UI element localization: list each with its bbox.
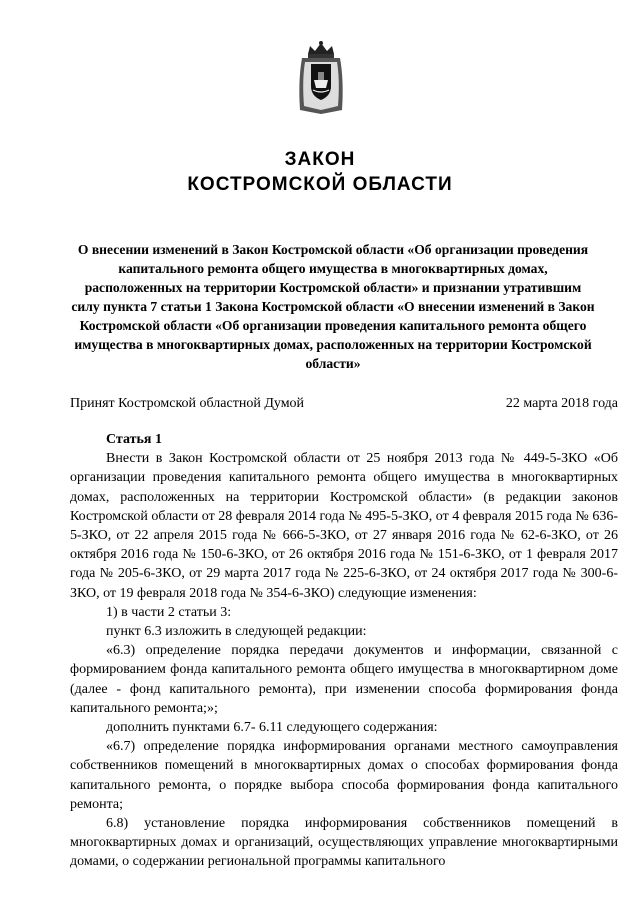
law-type-title: ЗАКОН [284,149,356,170]
adopted-date: 22 марта 2018 года [505,396,618,411]
paragraph: дополнить пунктами 6.7- 6.11 следующего содержания: [106,720,438,736]
region-title: КОСТРОМСКОЙ ОБЛАСТИ [187,174,453,195]
law-body [70,430,618,872]
paragraph: 6.8) установление порядка информирования собственников помещений в многоквартирных домах и организаций, осуществляющих управление многоквартирными домами, о содержании региональной программы капитального [70,816,618,870]
kostroma-coat-of-arms-icon [296,40,346,116]
law-subject-heading: О внесении изменений в Закон Костромской области «Об организации проведения капитального ремонта общего имущества в многоквартирных домах, расположенных на территории Костромской области» и признании утратившим силу пункта 7 статьи 1 Закона Костромской области «О внесении изменений в Закон Костромской области «Об организации проведения капитального ремонта общего имущества в многоквартирных домах, расположенных на территории Костромской области» [71,242,595,371]
paragraph: Внести в Закон Костромской области от 25 ноября 2013 года № 449-5-ЗКО «Об организации проведения капитального ремонта общего имущества в многоквартирных домах, расположенных на территории Костромской области» (в редакции законов Костромской области от 28 февраля 2014 года № 495-5-ЗКО, от 4 февраля 2015 года № 636-5-ЗКО, от 22 апреля 2015 года № 666-5-ЗКО, от 27 января 2016 года № 62-6-ЗКО, от 26 октября 2016 года № 150-6-ЗКО, от 26 октября 2016 года № 151-6-ЗКО, от 1 февраля 2017 года № 205-6-ЗКО, от 29 марта 2017 года № 225-6-ЗКО, от 24 октября 2017 года № 300-6-ЗКО, от 19 февраля 2018 года № 354-6-ЗКО) следующие изменения: [70,451,618,601]
paragraph: пункт 6.3 изложить в следующей редакции: [106,624,367,640]
paragraph: «6.7) определение порядка информирования органами местного самоуправления собственников помещений в многоквартирных домах о способах формирования фонда капитального ремонта, о порядке выбора способа формирования фонда капитального ремонта; [70,739,618,812]
paragraph: «6.3) определение порядка передачи документов и информации, связанной с формированием фонда капитального ремонта общего имущества в многоквартирном доме (далее - фонд капитального ремонта), при изменении способа формирования фонда капитального ремонта;»; [70,643,618,716]
adopted-by: Принят Костромской областной Думой [70,396,305,411]
article-heading: Статья 1 [106,432,162,447]
paragraph: 1) в части 2 статьи 3: [106,604,232,620]
